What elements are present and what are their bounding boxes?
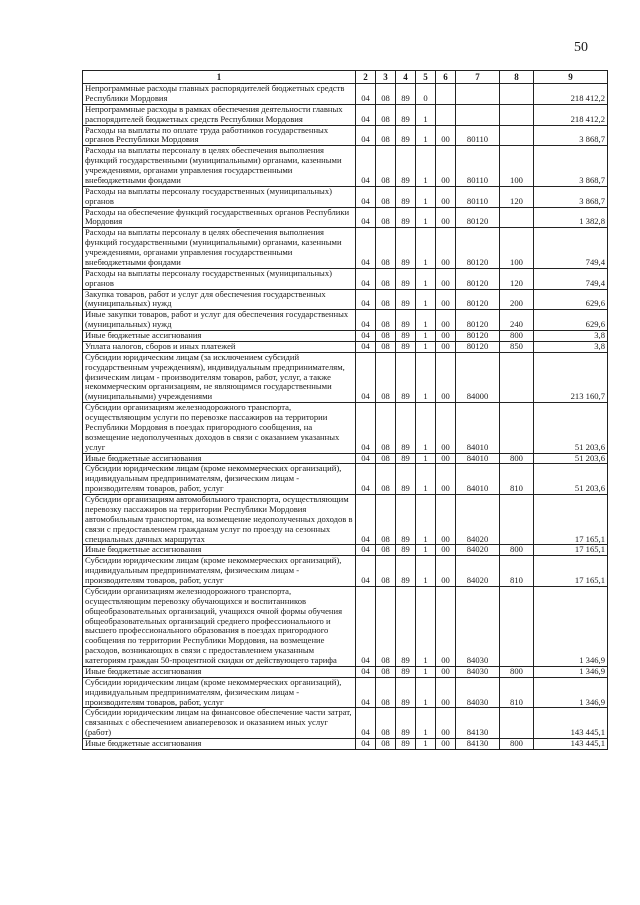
col-3-code: 08 [376,125,396,146]
col-4-code: 89 [396,146,416,187]
row-name: Непрограммные расходы в рамках обеспечения деятельности главных распорядителей бюджетных средств Республики Мордовия [83,104,356,125]
col-8-code: 100 [500,228,534,269]
row-name: Иные бюджетные ассигнования [83,666,356,677]
col-3-code: 08 [376,708,396,739]
row-name: Субсидии организациям железнодорожного транспорта, осуществляющим услуги по перевозке пассажиров на территории Республики Мордовия в поездах пригородного сообщения, на возмещение недополученных доходов в связи с оказанием указанных услуг [83,403,356,453]
col-8-code [500,125,534,146]
col-5-code: 1 [416,677,436,708]
table-row [83,586,608,666]
col-2-code: 04 [356,268,376,289]
col-8-code: 200 [500,289,534,310]
col-8-code [500,207,534,228]
col-8-code: 810 [500,556,534,587]
col-3-code: 08 [376,352,396,402]
col-7-code: 80120 [456,310,500,331]
col-3-code: 08 [376,228,396,269]
col-6-code: 00 [436,495,456,545]
col-3-code: 08 [376,556,396,587]
row-sum: 218 412,2 [534,84,608,105]
col-3-code: 08 [376,331,396,342]
col-7-code: 84000 [456,352,500,402]
row-sum: 51 203,6 [534,453,608,464]
col-5-code: 1 [416,341,436,352]
col-7-code: 84030 [456,586,500,666]
table-row [83,677,608,708]
col-2-code: 04 [356,556,376,587]
col-4-code: 89 [396,403,416,453]
row-sum: 3 868,7 [534,146,608,187]
row-sum: 1 346,9 [534,586,608,666]
row-sum: 218 412,2 [534,104,608,125]
col-6-code: 00 [436,228,456,269]
row-sum: 17 165,1 [534,495,608,545]
table-header-row [83,71,608,84]
col-3-code: 08 [376,146,396,187]
row-name: Расходы на выплаты персоналу в целях обеспечения выполнения функций государственными (муниципальными) органами, казенными учреждениями, органами управления государственными внебюджетными фондами [83,228,356,269]
header-col-6: 6 [436,71,456,84]
col-2-code: 04 [356,403,376,453]
row-sum: 629,6 [534,289,608,310]
col-4-code: 89 [396,104,416,125]
col-7-code: 84030 [456,677,500,708]
header-col-1: 1 [83,71,356,84]
col-8-code: 240 [500,310,534,331]
col-8-code: 120 [500,268,534,289]
row-sum: 17 165,1 [534,556,608,587]
col-8-code: 810 [500,464,534,495]
col-4-code: 89 [396,495,416,545]
col-7-code: 84010 [456,403,500,453]
col-5-code: 1 [416,708,436,739]
col-2-code: 04 [356,186,376,207]
row-name: Непрограммные расходы главных распорядителей бюджетных средств Республики Мордовия [83,84,356,105]
col-6-code: 00 [436,708,456,739]
row-sum: 213 160,7 [534,352,608,402]
col-4-code: 89 [396,228,416,269]
col-6-code: 00 [436,666,456,677]
row-name: Иные бюджетные ассигнования [83,739,356,750]
col-4-code: 89 [396,708,416,739]
col-3-code: 08 [376,310,396,331]
col-8-code: 810 [500,677,534,708]
table-row [83,556,608,587]
col-8-code: 800 [500,331,534,342]
col-5-code: 1 [416,228,436,269]
row-name: Субсидии юридическим лицам (кроме некоммерческих организаций), индивидуальным предпринимателям, физическим лицам - производителям товаров, работ, услуг [83,464,356,495]
col-8-code: 800 [500,666,534,677]
col-7-code [456,104,500,125]
col-6-code: 00 [436,586,456,666]
row-sum: 143 445,1 [534,739,608,750]
col-6-code: 00 [436,268,456,289]
col-8-code [500,495,534,545]
col-6-code [436,84,456,105]
table-row [83,341,608,352]
col-6-code: 00 [436,453,456,464]
col-2-code: 04 [356,666,376,677]
col-5-code: 1 [416,545,436,556]
col-6-code: 00 [436,186,456,207]
col-3-code: 08 [376,545,396,556]
col-5-code: 1 [416,310,436,331]
col-6-code: 00 [436,403,456,453]
row-name: Субсидии юридическим лицам (за исключением субсидий государственным учреждениям), индивидуальным предпринимателям, физическим лицам - производителям товаров, работ, услуг, а также некоммерческим организациям, не являющимся государственными (муниципальными) учреждениями [83,352,356,402]
col-6-code [436,104,456,125]
col-8-code [500,104,534,125]
col-7-code: 84010 [456,464,500,495]
row-name: Иные бюджетные ассигнования [83,545,356,556]
col-4-code: 89 [396,268,416,289]
row-sum: 1 382,8 [534,207,608,228]
row-sum: 749,4 [534,228,608,269]
row-name: Иные закупки товаров, работ и услуг для обеспечения государственных (муниципальных) нужд [83,310,356,331]
col-5-code: 1 [416,207,436,228]
col-7-code: 80120 [456,207,500,228]
col-4-code: 89 [396,125,416,146]
page-number: 50 [574,40,588,55]
col-3-code: 08 [376,289,396,310]
col-7-code: 80120 [456,289,500,310]
col-4-code: 89 [396,545,416,556]
col-2-code: 04 [356,586,376,666]
col-7-code: 84020 [456,556,500,587]
col-3-code: 08 [376,739,396,750]
col-5-code: 1 [416,146,436,187]
col-2-code: 04 [356,84,376,105]
col-2-code: 04 [356,228,376,269]
col-7-code: 80110 [456,186,500,207]
col-2-code: 04 [356,146,376,187]
row-sum: 1 346,9 [534,666,608,677]
table-row [83,310,608,331]
col-3-code: 08 [376,453,396,464]
col-5-code: 1 [416,586,436,666]
col-2-code: 04 [356,104,376,125]
col-4-code: 89 [396,556,416,587]
table-row [83,331,608,342]
col-2-code: 04 [356,352,376,402]
col-6-code: 00 [436,464,456,495]
table-row [83,352,608,402]
col-4-code: 89 [396,84,416,105]
budget-table [82,70,608,750]
row-sum: 17 165,1 [534,545,608,556]
row-name: Субсидии юридическим лицам (кроме некоммерческих организаций), индивидуальным предпринимателям, физическим лицам - производителям товаров, работ, услуг [83,556,356,587]
col-8-code [500,352,534,402]
col-4-code: 89 [396,739,416,750]
col-2-code: 04 [356,289,376,310]
table-body [83,84,608,750]
col-5-code: 1 [416,331,436,342]
col-2-code: 04 [356,739,376,750]
col-3-code: 08 [376,84,396,105]
row-name: Расходы на выплаты персоналу в целях обеспечения выполнения функций государственными (муниципальными) органами, казенными учреждениями, органами управления государственными внебюджетными фондами [83,146,356,187]
col-4-code: 89 [396,586,416,666]
row-name: Закупка товаров, работ и услуг для обеспечения государственных (муниципальных) нужд [83,289,356,310]
col-5-code: 0 [416,84,436,105]
col-4-code: 89 [396,453,416,464]
header-col-4: 4 [396,71,416,84]
table-row [83,289,608,310]
table-row [83,228,608,269]
row-sum: 3 868,7 [534,125,608,146]
col-6-code: 00 [436,331,456,342]
row-sum: 143 445,1 [534,708,608,739]
col-5-code: 1 [416,453,436,464]
col-7-code: 80120 [456,341,500,352]
table-row [83,666,608,677]
col-8-code: 800 [500,739,534,750]
table-row [83,146,608,187]
col-4-code: 89 [396,186,416,207]
table-row [83,495,608,545]
col-6-code: 00 [436,556,456,587]
col-2-code: 04 [356,331,376,342]
row-name: Субсидии юридическим лицам (кроме некоммерческих организаций), индивидуальным предпринимателям, физическим лицам - производителям товаров, работ, услуг [83,677,356,708]
row-name: Субсидии юридическим лицам на финансовое обеспечение части затрат, связанных с обеспечением авиаперевозок и оказанием иных услуг (работ) [83,708,356,739]
col-4-code: 89 [396,666,416,677]
row-name: Расходы на выплаты персоналу государственных (муниципальных) органов [83,268,356,289]
col-6-code: 00 [436,341,456,352]
col-7-code: 80120 [456,268,500,289]
col-4-code: 89 [396,677,416,708]
col-7-code: 80120 [456,331,500,342]
row-name: Субсидии организациям автомобильного транспорта, осуществляющим перевозку пассажиров на территории Республики Мордовия автомобильным транспортом, на возмещение недополученных доходов в связи с предоставлением гражданам услуг по проезду на сезонных специальных дачных маршрутах [83,495,356,545]
col-4-code: 89 [396,352,416,402]
header-col-5: 5 [416,71,436,84]
col-7-code: 84030 [456,666,500,677]
header-col-7: 7 [456,71,500,84]
col-6-code: 00 [436,545,456,556]
table-row [83,268,608,289]
col-2-code: 04 [356,545,376,556]
table-row [83,739,608,750]
col-8-code [500,403,534,453]
row-name: Субсидии организациям железнодорожного транспорта, осуществляющим перевозку обучающихся и воспитанников общеобразовательных организаций, учащихся очной формы обучения общеобразовательных организаций среднего профессионального и высшего профессионального образования в поездах пригородного сообщения по территории Республики Мордовия, на возмещение расходов, возникающих в связи с предоставлением указанным категориям граждан 50-процентной скидки от действующего тарифа [83,586,356,666]
row-sum: 3 868,7 [534,186,608,207]
col-5-code: 1 [416,104,436,125]
col-5-code: 1 [416,739,436,750]
row-sum: 51 203,6 [534,403,608,453]
col-3-code: 08 [376,586,396,666]
table-row [83,207,608,228]
row-name: Расходы на выплаты по оплате труда работников государственных органов Республики Мордовия [83,125,356,146]
col-6-code: 00 [436,207,456,228]
col-7-code [456,84,500,105]
col-5-code: 1 [416,403,436,453]
table-row [83,403,608,453]
col-6-code: 00 [436,310,456,331]
col-5-code: 1 [416,125,436,146]
col-6-code: 00 [436,125,456,146]
col-3-code: 08 [376,268,396,289]
col-8-code [500,84,534,105]
col-3-code: 08 [376,666,396,677]
col-5-code: 1 [416,464,436,495]
col-8-code: 100 [500,146,534,187]
col-4-code: 89 [396,331,416,342]
table-row [83,464,608,495]
col-2-code: 04 [356,310,376,331]
table-row [83,453,608,464]
table-row [83,708,608,739]
header-col-2: 2 [356,71,376,84]
row-name: Иные бюджетные ассигнования [83,331,356,342]
table-row [83,186,608,207]
col-5-code: 1 [416,666,436,677]
row-name: Уплата налогов, сборов и иных платежей [83,341,356,352]
col-3-code: 08 [376,186,396,207]
col-5-code: 1 [416,556,436,587]
col-4-code: 89 [396,310,416,331]
col-7-code: 80110 [456,125,500,146]
table-row [83,84,608,105]
col-2-code: 04 [356,341,376,352]
col-7-code: 80120 [456,228,500,269]
col-3-code: 08 [376,207,396,228]
col-2-code: 04 [356,453,376,464]
row-sum: 749,4 [534,268,608,289]
col-3-code: 08 [376,464,396,495]
col-6-code: 00 [436,352,456,402]
header-col-3: 3 [376,71,396,84]
col-8-code [500,708,534,739]
col-6-code: 00 [436,146,456,187]
row-sum: 629,6 [534,310,608,331]
col-4-code: 89 [396,207,416,228]
col-5-code: 1 [416,495,436,545]
table-row [83,104,608,125]
col-7-code: 84010 [456,453,500,464]
col-8-code: 120 [500,186,534,207]
col-6-code: 00 [436,677,456,708]
col-5-code: 1 [416,268,436,289]
col-8-code: 800 [500,545,534,556]
row-sum: 1 346,9 [534,677,608,708]
row-sum: 3,8 [534,331,608,342]
row-sum: 3,8 [534,341,608,352]
col-3-code: 08 [376,104,396,125]
col-3-code: 08 [376,341,396,352]
col-2-code: 04 [356,677,376,708]
col-8-code [500,586,534,666]
col-8-code: 800 [500,453,534,464]
row-name: Иные бюджетные ассигнования [83,453,356,464]
header-col-9: 9 [534,71,608,84]
col-7-code: 84130 [456,739,500,750]
col-4-code: 89 [396,341,416,352]
col-5-code: 1 [416,352,436,402]
col-3-code: 08 [376,495,396,545]
col-7-code: 84020 [456,545,500,556]
col-5-code: 1 [416,289,436,310]
col-8-code: 850 [500,341,534,352]
col-5-code: 1 [416,186,436,207]
col-2-code: 04 [356,495,376,545]
col-2-code: 04 [356,708,376,739]
col-3-code: 08 [376,677,396,708]
col-6-code: 00 [436,739,456,750]
row-name: Расходы на обеспечение функций государственных органов Республики Мордовия [83,207,356,228]
col-4-code: 89 [396,289,416,310]
header-col-8: 8 [500,71,534,84]
col-2-code: 04 [356,464,376,495]
col-4-code: 89 [396,464,416,495]
row-sum: 51 203,6 [534,464,608,495]
row-name: Расходы на выплаты персоналу государственных (муниципальных) органов [83,186,356,207]
table-row [83,125,608,146]
col-7-code: 84130 [456,708,500,739]
col-7-code: 84020 [456,495,500,545]
col-7-code: 80110 [456,146,500,187]
col-2-code: 04 [356,125,376,146]
col-2-code: 04 [356,207,376,228]
table-row [83,545,608,556]
col-6-code: 00 [436,289,456,310]
col-3-code: 08 [376,403,396,453]
